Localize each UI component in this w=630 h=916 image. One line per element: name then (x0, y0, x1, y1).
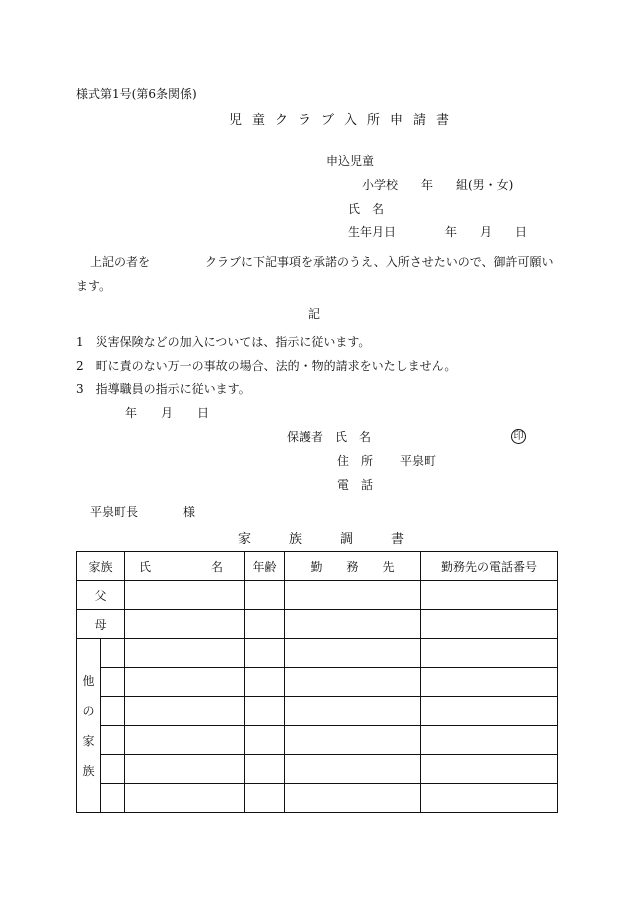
relation-cell[interactable] (101, 726, 125, 755)
name-cell[interactable] (125, 784, 245, 813)
age-cell[interactable] (245, 639, 285, 668)
item-1: 1 災害保険などの加入については、指示に従います。 (76, 335, 371, 349)
address-label: 住 所 (337, 454, 374, 468)
table-row (77, 784, 558, 813)
row-mother-label: 母 (77, 610, 125, 639)
table-row (77, 668, 558, 697)
school-label: 小学校 (362, 178, 399, 192)
body-text-end: ます。 (76, 279, 112, 293)
mother-workplace-cell[interactable] (285, 610, 421, 639)
family-table-title: 家族調書 (238, 532, 443, 547)
dob-month: 月 (480, 225, 493, 239)
phone-cell[interactable] (421, 639, 558, 668)
other-family-label: 他 の 家 族 (77, 639, 101, 813)
item-2: 2 町に責のない万一の事故の場合、法的・物的請求をいたしません。 (76, 359, 457, 373)
mother-phone-cell[interactable] (421, 610, 558, 639)
form-number: 様式第1号(第6条関係) (76, 87, 197, 101)
phone-cell[interactable] (421, 697, 558, 726)
class-label: 組(男・女) (456, 178, 514, 192)
dob-label: 生年月日 (348, 225, 397, 239)
name-cell[interactable] (125, 639, 245, 668)
applicant-heading: 申込児童 (326, 154, 375, 168)
mayor-label: 平泉町長 (90, 505, 139, 519)
application-date: 年 月 日 (125, 406, 210, 420)
relation-cell[interactable] (101, 697, 125, 726)
name-cell[interactable] (125, 755, 245, 784)
body-text-cont: クラブに下記事項を承諾のうえ、入所させたいので、御許可願い (205, 255, 554, 269)
table-header-row (77, 552, 558, 581)
family-table (76, 551, 558, 813)
mayor-sama: 様 (183, 505, 196, 519)
father-phone-cell[interactable] (421, 581, 558, 610)
phone-cell[interactable] (421, 784, 558, 813)
header-age: 年齢 (245, 552, 285, 581)
age-cell[interactable] (245, 726, 285, 755)
dob-day: 日 (515, 225, 528, 239)
table-row (77, 581, 558, 610)
address-value: 平泉町 (400, 454, 437, 468)
header-family: 家族 (77, 552, 125, 581)
relation-cell[interactable] (101, 755, 125, 784)
father-workplace-cell[interactable] (285, 581, 421, 610)
body-text-start: 上記の者を (90, 255, 151, 269)
guardian-name-label: 保護者 氏 名 (287, 430, 372, 444)
workplace-cell[interactable] (285, 668, 421, 697)
relation-cell[interactable] (101, 784, 125, 813)
table-row (77, 697, 558, 726)
phone-label: 電 話 (337, 478, 374, 492)
relation-cell[interactable] (101, 639, 125, 668)
table-row (77, 726, 558, 755)
age-cell[interactable] (245, 755, 285, 784)
mother-name-cell[interactable] (125, 610, 245, 639)
phone-cell[interactable] (421, 755, 558, 784)
father-name-cell[interactable] (125, 581, 245, 610)
document-title: 児童クラブ入所申請書 (229, 113, 460, 128)
table-row (77, 610, 558, 639)
header-name: 氏 名 (125, 552, 245, 581)
header-workplace: 勤 務 先 (285, 552, 421, 581)
name-cell[interactable] (125, 726, 245, 755)
workplace-cell[interactable] (285, 697, 421, 726)
age-cell[interactable] (245, 697, 285, 726)
age-cell[interactable] (245, 668, 285, 697)
mother-age-cell[interactable] (245, 610, 285, 639)
name-cell[interactable] (125, 668, 245, 697)
child-name-label: 氏 名 (348, 202, 385, 216)
phone-cell[interactable] (421, 726, 558, 755)
seal-mark: 印 (511, 428, 526, 444)
workplace-cell[interactable] (285, 726, 421, 755)
ki-heading: 記 (308, 307, 321, 321)
header-workplace-phone: 勤務先の電話番号 (421, 552, 558, 581)
workplace-cell[interactable] (285, 784, 421, 813)
name-cell[interactable] (125, 697, 245, 726)
table-row (77, 755, 558, 784)
item-3: 3 指導職員の指示に従います。 (76, 382, 251, 396)
workplace-cell[interactable] (285, 639, 421, 668)
father-age-cell[interactable] (245, 581, 285, 610)
phone-cell[interactable] (421, 668, 558, 697)
workplace-cell[interactable] (285, 755, 421, 784)
relation-cell[interactable] (101, 668, 125, 697)
dob-year: 年 (445, 225, 458, 239)
row-father-label: 父 (77, 581, 125, 610)
table-row (77, 639, 558, 668)
grade-label: 年 (421, 178, 434, 192)
age-cell[interactable] (245, 784, 285, 813)
